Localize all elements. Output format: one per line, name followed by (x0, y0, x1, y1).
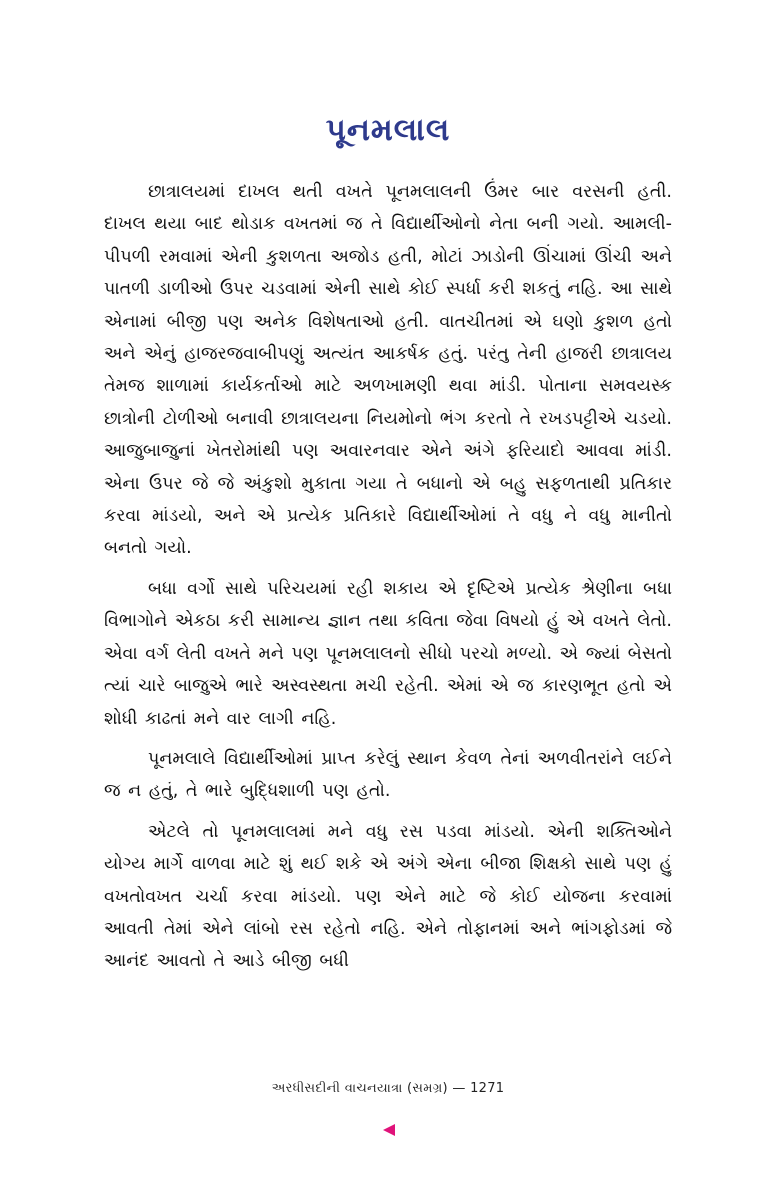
left-triangle-icon (380, 1121, 398, 1139)
paragraph-1: છાત્રાલયમાં દાખલ થતી વખતે પૂનમલાલની ઉંમર બાર વરસની હતી. દાખલ થયા બાદ થોડાક વખતમાં જ તે વિદ્યાર્થીઓનો નેતા બની ગયો. આમલી-પીપળી રમવામાં એની કુશળતા અજોડ હતી, મોટાં ઝાડોની ઊંચામાં ઊંચી અને પાતળી ડાળીઓ ઉપર ચડવામાં એની સાથે કોઈ સ્પર્ધા કરી શકતું નહિ. આ સાથે એનામાં બીજી પણ અનેક વિશેષતાઓ હતી. વાતચીતમાં એ ઘણો કુશળ હતો અને એનું હાજરજવાબીપણું અત્યંત આકર્ષક હતું. પરંતુ તેની હાજરી છાત્રાલય તેમજ શાળામાં કાર્યકર્તાઓ માટે અળખામણી થવા માંડી. પોતાના સમવયસ્ક છાત્રોની ટોળીઓ બનાવી છાત્રાલયના નિયમોનો ભંગ કરતો તે રખડપટ્ટીએ ચડયો. આજુબાજુનાં ખેતરોમાંથી પણ અવારનવાર એને અંગે ફરિયાદો આવવા માંડી. એના ઉપર જે જે અંકુશો મુકાતા ગયા તે બધાનો એ બહુ સફળતાથી પ્રતિકાર કરવા માંડયો, અને એ પ્રત્યેક પ્રતિકારે વિદ્યાર્થીઓમાં તે વધુ ને વધુ માનીતો બનતો ગયો. (104, 182, 672, 559)
page-title: પૂનમલાલ (325, 112, 451, 148)
body-text (104, 176, 672, 986)
paragraph-3: પૂનમલાલે વિદ્યાર્થીઓમાં પ્રાપ્ત કરેલું સ્થાન કેવળ તેનાં અળવીતરાંને લઈને જ ન હતું, તે ભારે બુદ્ધિશાળી પણ હતો. (104, 748, 672, 802)
paragraph-2: બધા વર્ગો સાથે પરિચયમાં રહી શકાય એ દૃષ્ટિએ પ્રત્યેક શ્રેણીના બધા વિભાગોને એકઠા કરી સામાન્ય જ્ઞાન તથા કવિતા જેવા વિષયો હું એ વખતે લેતો. એવા વર્ગ લેતી વખતે મને પણ પૂનમલાલનો સીધો પરચો મળ્યો. એ જ્યાં બેસતો ત્યાં ચારે બાજુએ ભારે અસ્વસ્થતા મચી રહેતી. એમાં એ જ કારણભૂત હતો એ શોધી કાઢતાં મને વાર લાગી નહિ. (104, 578, 672, 729)
previous-page-button[interactable] (380, 1121, 398, 1139)
page-footer: અરધીસદીની વાચનયાત્રા (સમગ્ર) — 1271 (271, 1081, 505, 1096)
paragraph-4: એટલે તો પૂનમલાલમાં મને વધુ રસ પડવા માંડયો. એની શક્તિઓને યોગ્ય માર્ગે વાળવા માટે શું થઈ શકે એ અંગે એના બીજા શિક્ષકો સાથે પણ હું વખતોવખત ચર્ચા કરવા માંડયો. પણ એને માટે જે કોઈ યોજના કરવામાં આવતી તેમાં એને લાંબો રસ રહેતો નહિ. એને તોફાનમાં અને ભાંગફોડમાં જે આનંદ આવતો તે આડે બીજી બધી (104, 821, 672, 972)
